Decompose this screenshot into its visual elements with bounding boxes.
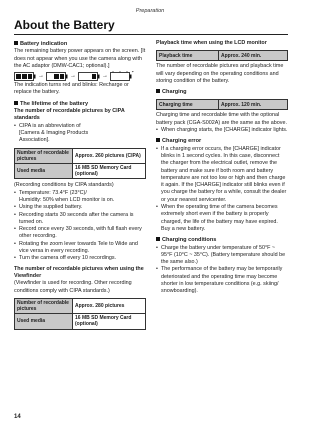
condition-humidity: Humidity: 50% when LCD monitor is on.	[19, 196, 115, 203]
table-row	[15, 148, 146, 163]
charging-text: Charging time and recordable time with the optional battery pack (CGA-S002A) are the same as the above.	[156, 112, 287, 126]
battery-two-thirds-icon	[46, 72, 68, 81]
charging-error-bullet: • When the operating time of the camera becomes extremely short even if the battery is properly charged, the life of the battery may have expired. Buy a new battery.	[156, 204, 288, 233]
table-key: Charging time	[157, 100, 219, 110]
table-value: Approx. 280 pictures	[73, 298, 146, 313]
charging-bullet: • When charging starts, the [CHARGE] indicator lights.	[156, 127, 288, 134]
playback-text: The number of recordable pictures and playback time will vary depending on the operating conditions and storing condition of the battery.	[156, 63, 284, 84]
charging-conditions-bullet: • Charge the battery under temperature of 50°F ~ 95°F (10°C ~ 35°C). (Battery temperature should be the same also.)	[156, 245, 288, 267]
square-bullet-icon	[156, 237, 160, 241]
cipa-bullet: • CIPA is an abbreviation of	[14, 123, 146, 130]
viewfinder-subheading: The number of recordable pictures when using the Viewfinder	[14, 265, 144, 279]
conditions-intro: (Recording conditions by CIPA standards)	[14, 182, 114, 189]
cipa-full-line-2: Association].	[19, 137, 50, 144]
left-column	[14, 40, 146, 333]
square-bullet-icon	[14, 41, 18, 45]
table-value: 16 MB SD Memory Card (optional)	[73, 314, 146, 329]
battery-empty-blinking-icon	[110, 71, 134, 81]
table-key: Used media	[15, 314, 73, 329]
table-row	[15, 298, 146, 313]
table-key: Playback time	[157, 51, 219, 61]
viewfinder-text: (Viewfinder is used for recording. Other recording conditions comply with CIPA standards.)	[14, 280, 132, 294]
charging-conditions-heading: Charging conditions	[156, 237, 288, 244]
square-bullet-icon	[156, 138, 160, 142]
condition-item: • Turn the camera off every 10 recordings.	[14, 255, 146, 262]
condition-item: • Rotating the zoom lever towards Tele to Wide and vice versa in every recording.	[14, 241, 146, 256]
condition-temperature: • Temperature: 73.4°F (23°C)/	[14, 190, 146, 197]
table-row	[15, 163, 146, 178]
right-column	[156, 40, 288, 296]
table-key: Used media	[15, 163, 73, 178]
condition-item: • Recording starts 30 seconds after the camera is turned on.	[14, 212, 146, 227]
playback-table	[156, 50, 288, 61]
table-value: 16 MB SD Memory Card (optional)	[73, 163, 146, 178]
page-title: About the Battery	[14, 18, 115, 32]
battery-level-icons	[14, 71, 146, 81]
arrow-right-icon: →	[70, 73, 76, 80]
battery-indication-note: The indication turns red and blinks: Recharge or replace the battery.	[14, 82, 129, 96]
arrow-right-icon: →	[38, 73, 44, 80]
playback-subheading: Playback time when using the LCD monitor	[156, 40, 267, 46]
charging-error-heading: Charging error	[156, 138, 288, 145]
charging-conditions-bullet: • The performance of the battery may be temporarily deteriorated and the operating time may become shorter in low temperature conditions (e.g. skiing/ snowboarding).	[156, 266, 288, 295]
table-key: Number of recordable pictures	[15, 298, 73, 313]
table-row	[157, 51, 288, 61]
battery-indication-text: The remaining battery power appears on the screen. [It does not appear when you use the camera along with the AC adaptor (DMW-CAC1; optional).]	[14, 48, 146, 69]
page-number: 14	[14, 414, 21, 420]
arrow-right-icon: →	[102, 73, 108, 80]
square-bullet-icon	[156, 89, 160, 93]
table-key: Number of recordable pictures	[15, 148, 73, 163]
viewfinder-spec-table	[14, 298, 146, 330]
table-value: Approx. 240 min.	[219, 51, 288, 61]
table-value: Approx. 260 pictures (CIPA)	[73, 148, 146, 163]
cipa-spec-table	[14, 148, 146, 180]
charging-table	[156, 99, 288, 110]
battery-one-third-icon	[78, 72, 100, 81]
charging-heading: Charging	[156, 89, 288, 96]
condition-item: • Record once every 30 seconds, with full flash every other recording.	[14, 226, 146, 241]
square-bullet-icon	[14, 101, 18, 105]
charging-error-bullet: • If a charging error occurs, the [CHARGE] indicator blinks in 1 second cycles. In this case, disconnect the charger from the electrical outlet, remove the battery and make sure if both room and battery temperature are not too low or high and then charge it again. If the [CHARGE] indicator still blinks even if you charge the battery for a while, consult the dealer or your nearest servicenter.	[156, 146, 288, 204]
cipa-subheading: The number of recordable pictures by CIPA standards	[14, 108, 125, 122]
table-value: Approx. 120 min.	[219, 100, 288, 110]
battery-full-icon	[14, 72, 36, 81]
condition-item: • Using the supplied battery.	[14, 204, 146, 211]
section-label: Preparation	[135, 8, 165, 14]
cipa-full-line-1: [Camera & Imaging Products	[19, 129, 89, 136]
title-divider	[14, 34, 288, 35]
battery-indication-heading: Battery indication	[14, 41, 146, 48]
table-row	[157, 100, 288, 110]
lifetime-heading: The lifetime of the battery	[14, 101, 146, 108]
table-row	[15, 314, 146, 329]
